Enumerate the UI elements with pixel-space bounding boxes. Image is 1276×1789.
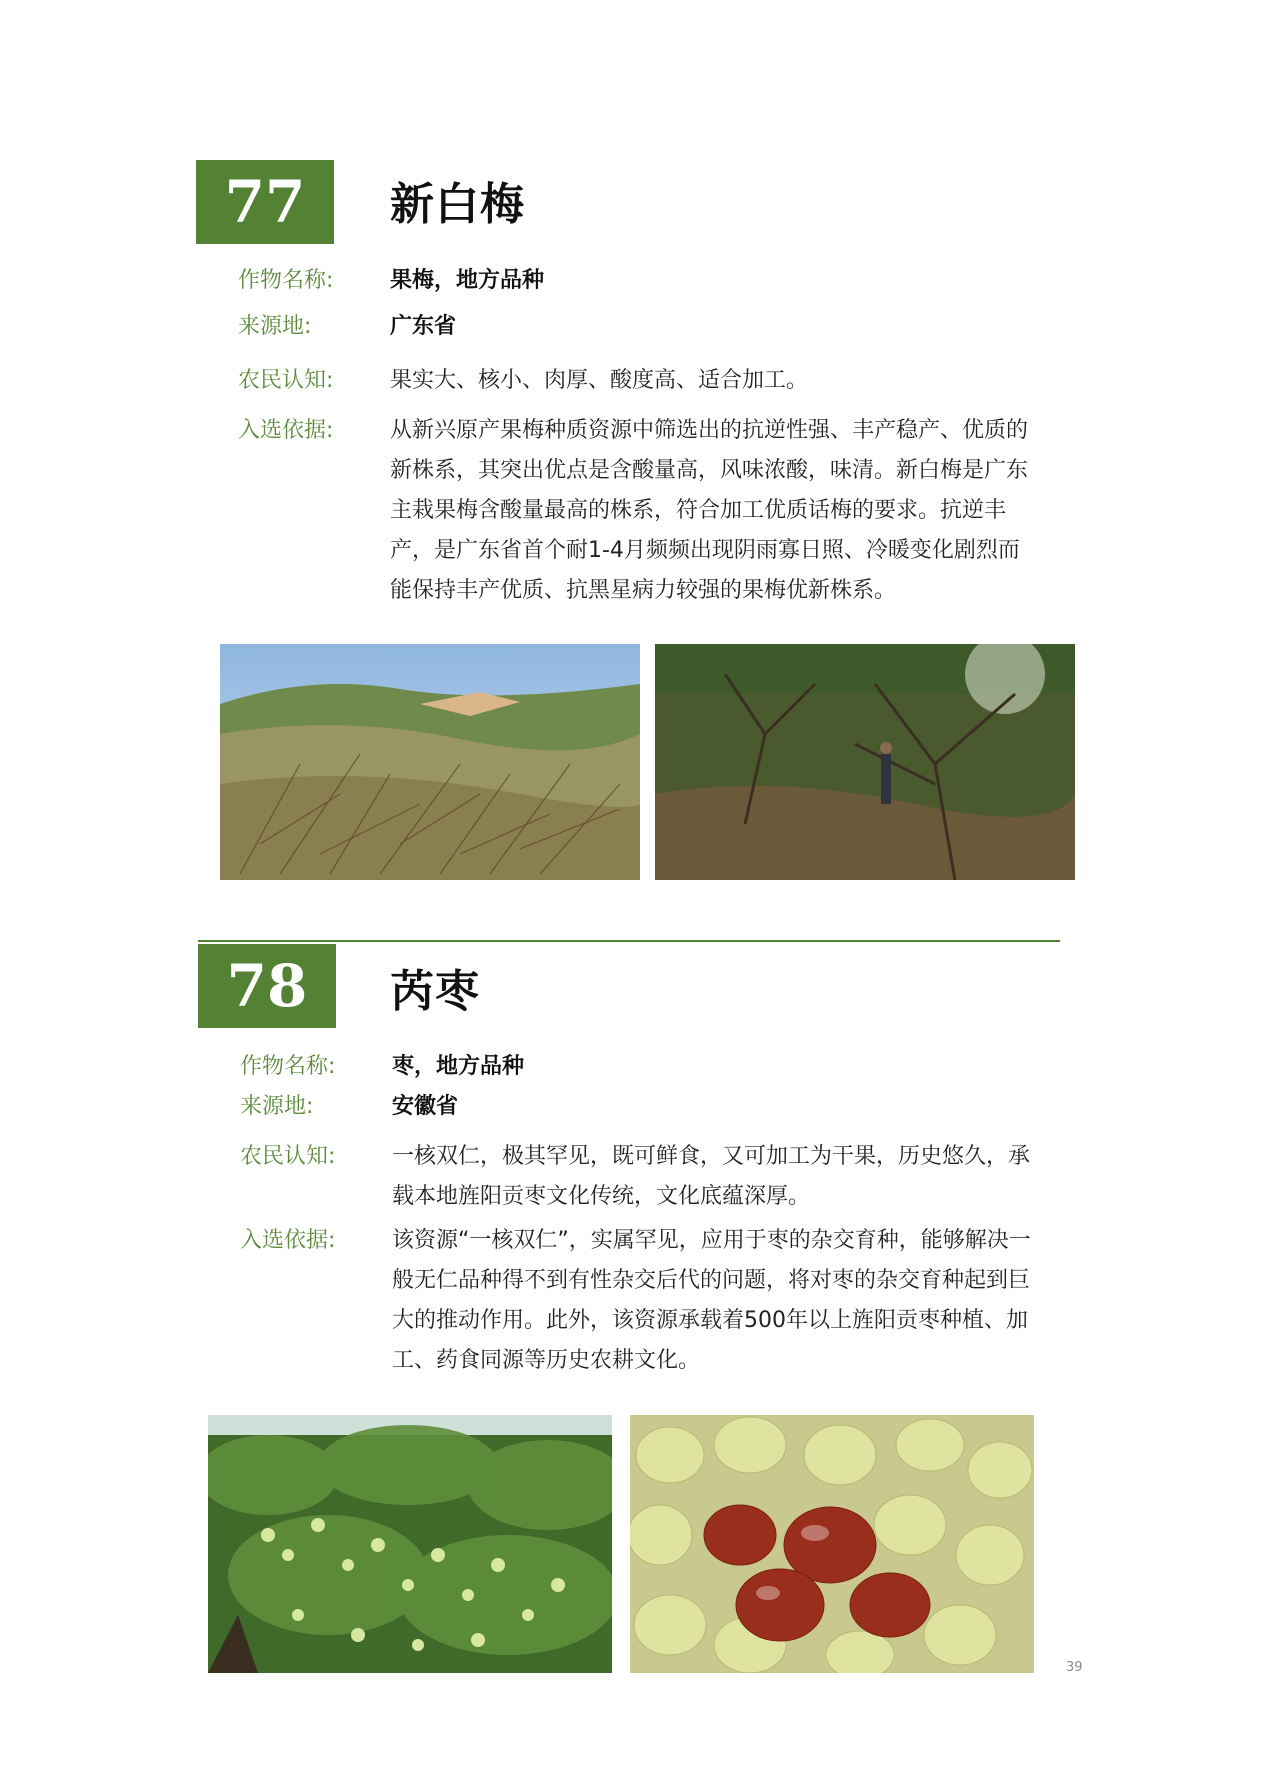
jujube-fruits-photo (630, 1415, 1034, 1673)
plum-tree-pruning-photo (655, 644, 1075, 880)
farmer-knowledge-label: 农民认知: (240, 1144, 336, 1169)
entry-number-badge: 78 (198, 944, 336, 1028)
entry-title: 芮枣 (390, 966, 480, 1017)
origin-value: 广东省 (390, 314, 457, 339)
section-divider (198, 940, 1060, 942)
selection-basis-label: 入选依据: (240, 1228, 336, 1253)
selection-basis-label: 入选依据: (238, 418, 334, 443)
crop-name-value: 果梅，地方品种 (390, 268, 545, 293)
farmer-knowledge-text: 果实大、核小、肉厚、酸度高、适合加工。 (390, 368, 809, 393)
crop-name-label: 作物名称: (240, 1054, 336, 1079)
origin-label: 来源地: (240, 1094, 314, 1119)
jujube-tree-photo (208, 1415, 612, 1673)
page-number: 39 (1066, 1660, 1083, 1675)
entry-title: 新白梅 (390, 179, 525, 230)
origin-label: 来源地: (238, 314, 312, 339)
crop-name-label: 作物名称: (238, 268, 334, 293)
farmer-knowledge-text: 一核双仁，极其罕见，既可鲜食，又可加工为干果，历史悠久，承载本地旌阳贡枣文化传统，文化底蕴深厚。 (392, 1144, 1031, 1209)
entry-number-badge: 77 (196, 160, 334, 244)
plum-orchard-photo (220, 644, 640, 880)
selection-basis-text: 该资源“一核双仁”，实属罕见，应用于枣的杂交育种，能够解决一般无仁品种得不到有性杂交后代的问题，将对枣的杂交育种起到巨大的推动作用。此外，该资源承载着500年以上旌阳贡枣种植、加工、药食同源等历史农耕文化。 (392, 1228, 1031, 1373)
farmer-knowledge-label: 农民认知: (238, 368, 334, 393)
crop-name-value: 枣，地方品种 (392, 1054, 525, 1079)
selection-basis-text: 从新兴原产果梅种质资源中筛选出的抗逆性强、丰产稳产、优质的新株系，其突出优点是含酸量高，风味浓酸，味清。新白梅是广东主栽果梅含酸量最高的株系，符合加工优质话梅的要求。抗逆丰产，是广东省首个耐1-4月频频出现阴雨寡日照、冷暖变化剧烈而能保持丰产优质、抗黑星病力较强的果梅优新株系。 (390, 418, 1029, 603)
origin-value: 安徽省 (392, 1094, 459, 1119)
